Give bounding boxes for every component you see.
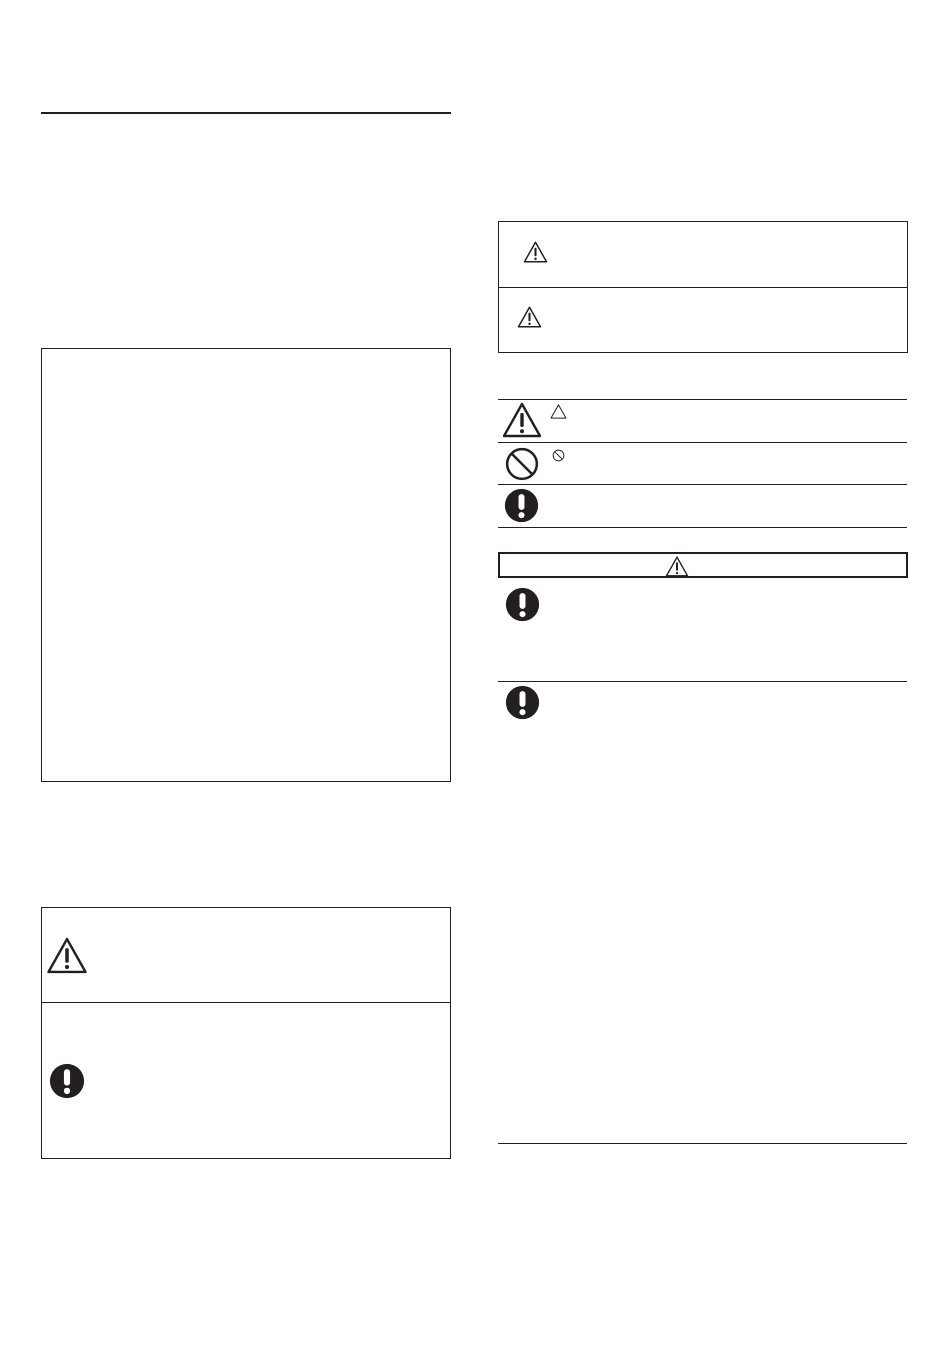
mandatory-exclamation-icon [505,587,540,622]
section-heading-rule [41,112,451,114]
signal-word-table [498,221,908,353]
warning-triangle-icon [46,937,88,974]
small-triangle-icon [550,404,567,419]
small-prohibition-icon [552,449,565,462]
section-end-rule [498,1143,907,1144]
mandatory-exclamation-icon [505,685,540,720]
warning-triangle-icon [502,402,542,438]
signal-word-table-divider [499,287,907,288]
notice-box [41,348,451,782]
warning-triangle-icon [517,306,542,328]
warning-header-bar [498,552,908,578]
warning-triangle-icon [523,241,548,263]
warning-item-divider [498,681,907,682]
caution-box [41,907,451,1159]
symbol-legend-rule [498,484,907,485]
warning-triangle-icon [665,556,689,577]
prohibition-icon [504,446,540,482]
mandatory-exclamation-icon [504,488,539,523]
symbol-legend-rule [498,399,907,400]
symbol-legend-rule [498,527,907,528]
symbol-legend-rule [498,442,907,443]
caution-box-divider [42,1002,450,1003]
mandatory-exclamation-icon [49,1063,85,1099]
